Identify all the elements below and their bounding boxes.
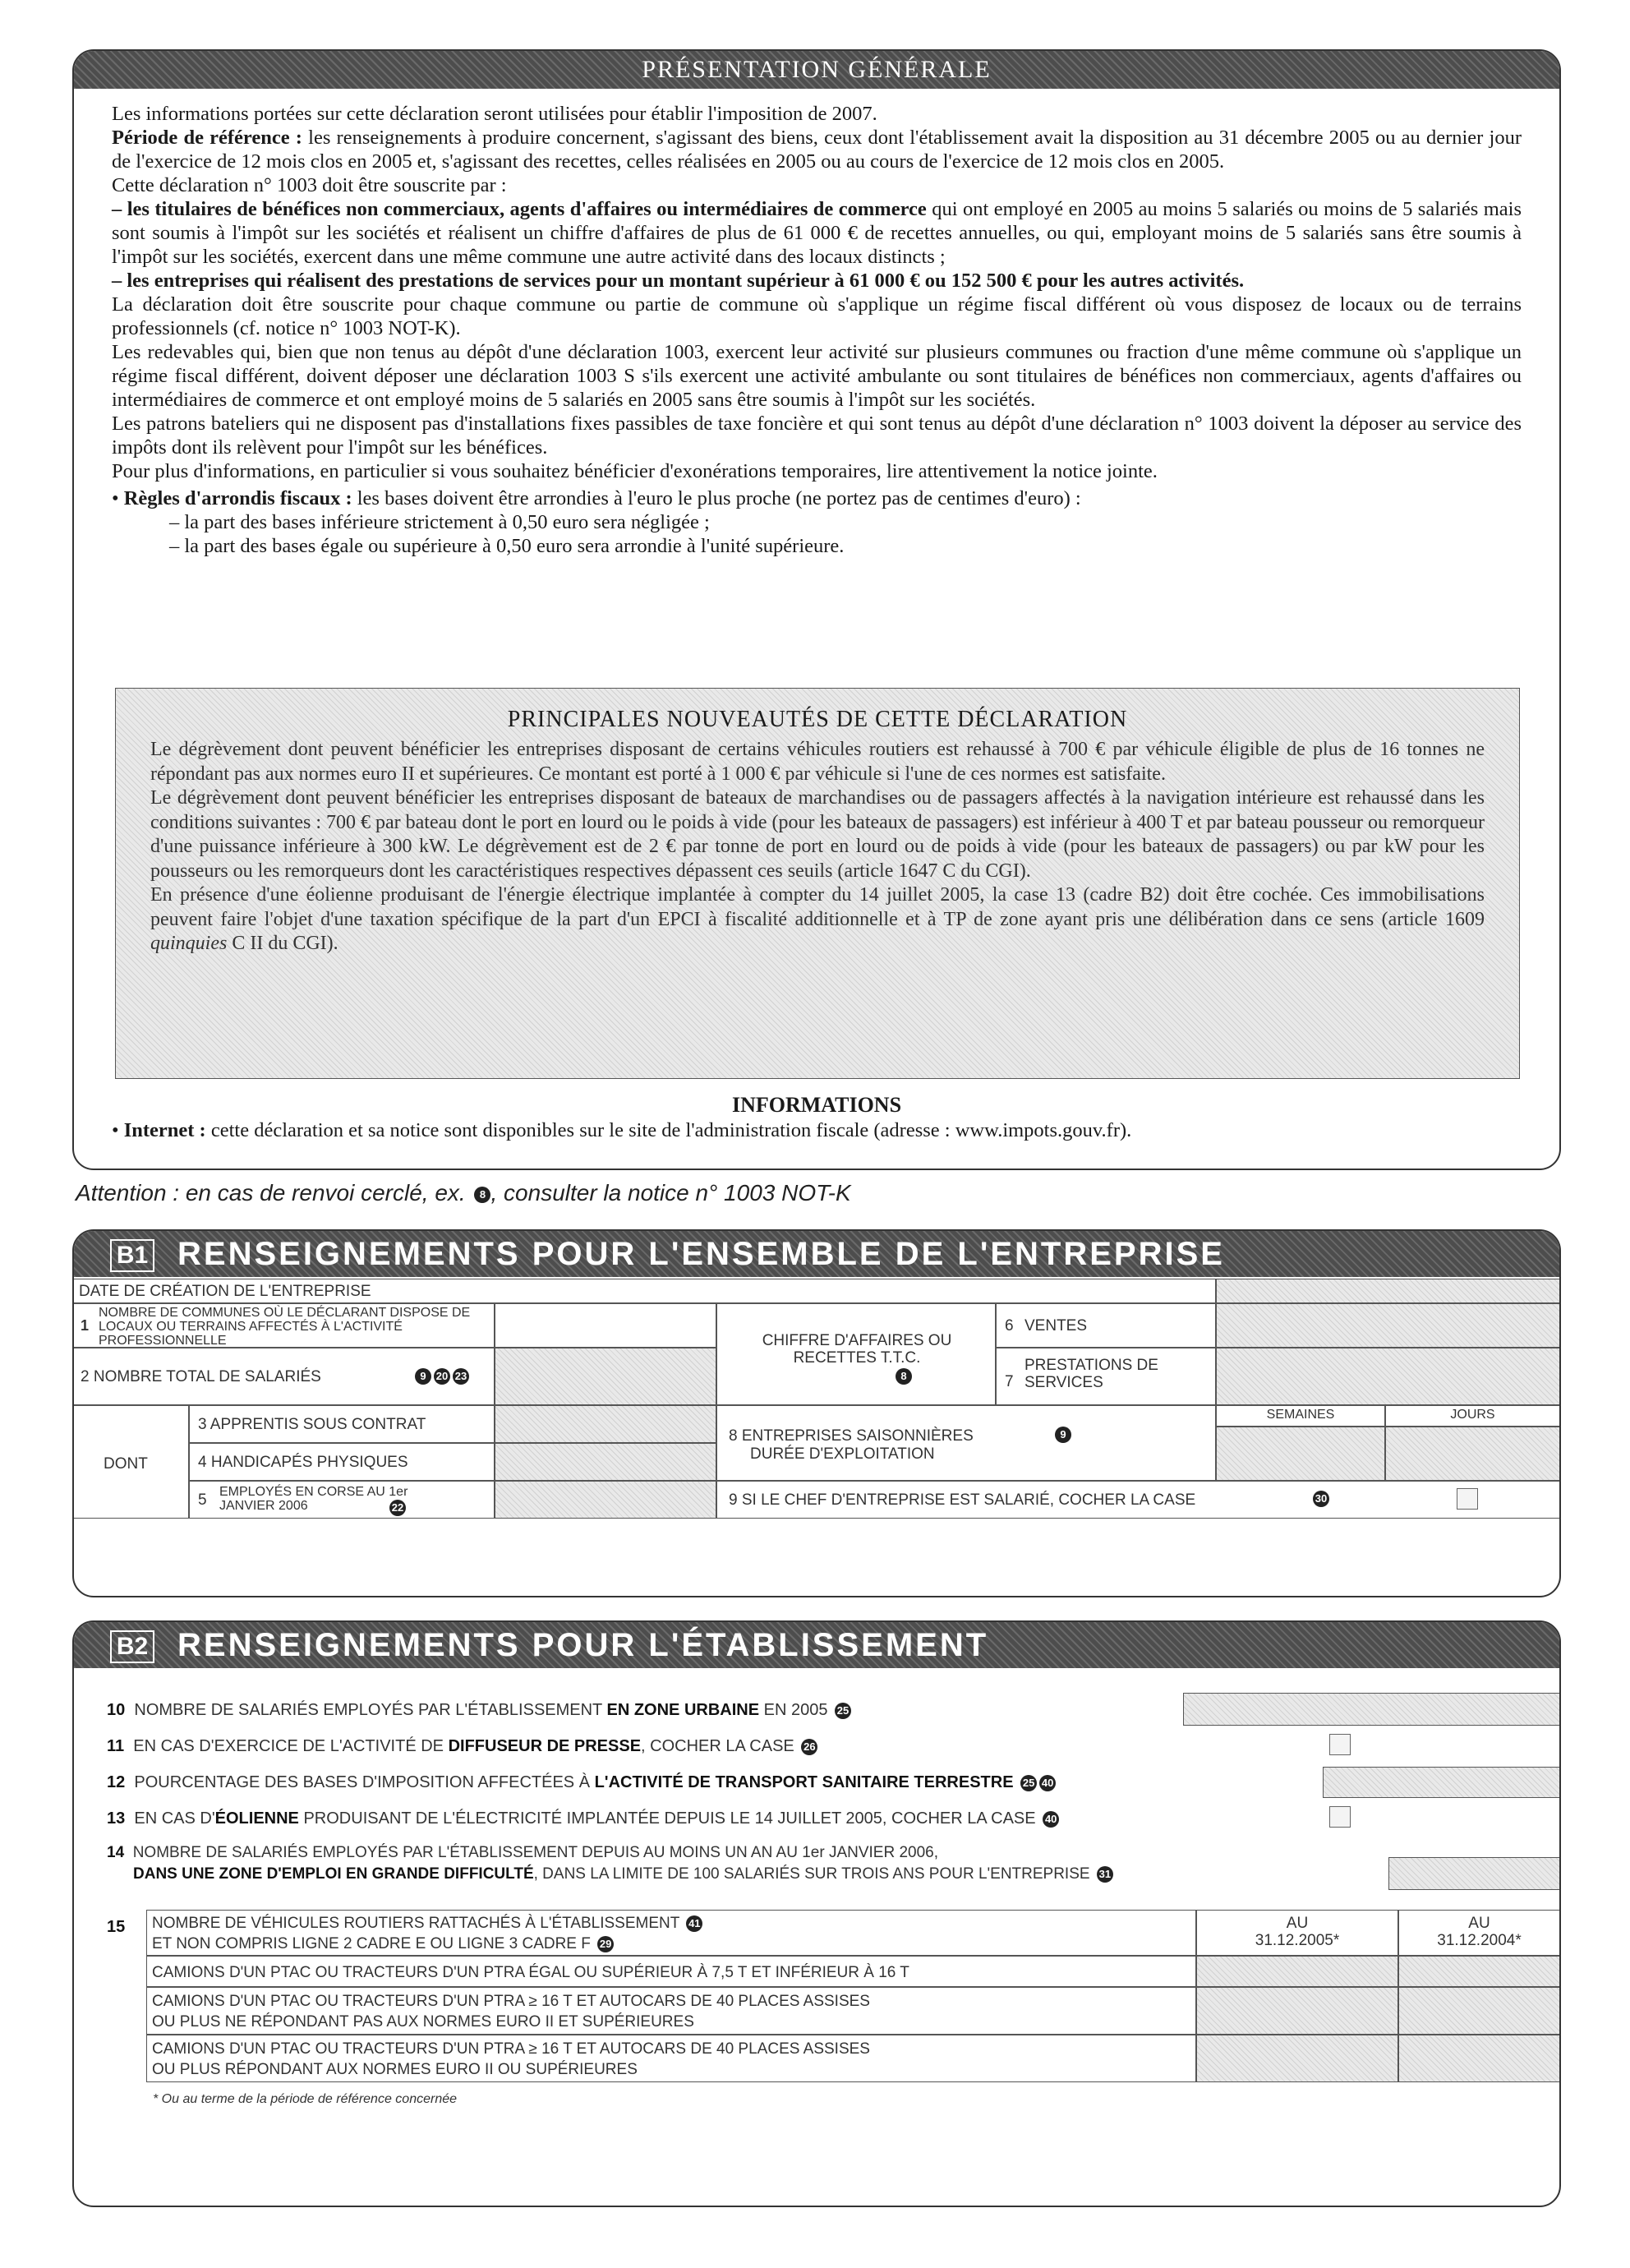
- row14-text-c: , DANS LA LIMITE DE 100 SALARIÉS SUR TROIS ANS POUR L'ENTREPRISE: [533, 1865, 1090, 1883]
- semaines-field[interactable]: [1216, 1427, 1385, 1481]
- camions-3-cell: [146, 2035, 1196, 2082]
- row14-number: 14: [107, 1844, 125, 1861]
- col-2005-au: AU: [1286, 1915, 1309, 1932]
- circled-number-icon: 8: [474, 1187, 490, 1203]
- souscrite-text: Cette déclaration n° 1003 doit être souscrite par :: [112, 174, 507, 196]
- circled-number-icon: 26: [801, 1739, 817, 1755]
- row5-number: 5: [198, 1491, 207, 1509]
- camions-2-2005-field[interactable]: [1196, 1987, 1398, 2035]
- circled-number-icon: 9: [1055, 1427, 1071, 1443]
- chiffre-affaires-label: CHIFFRE D'AFFAIRES OU RECETTES T.T.C.: [762, 1332, 952, 1367]
- row14-field[interactable]: [1388, 1857, 1559, 1890]
- section-b1: [72, 1229, 1561, 1597]
- row5-label: EMPLOYÉS EN CORSE AU 1er JANVIER 2006: [219, 1485, 408, 1513]
- col-2004-au: AU: [1468, 1915, 1490, 1932]
- row14-text-1: NOMBRE DE SALARIÉS EMPLOYÉS PAR L'ÉTABLISSEMENT DEPUIS AU MOINS UN AN AU 1er JANVIER 2006,: [132, 1844, 939, 1861]
- row15-number: 15: [107, 1918, 126, 1936]
- row10-number: 10: [107, 1701, 126, 1719]
- semaines-header: [1216, 1405, 1385, 1427]
- circled-number-icon: 41: [686, 1915, 702, 1932]
- row15-label-cell: [146, 1910, 1196, 1956]
- camions-1-2005-field[interactable]: [1196, 1956, 1398, 1987]
- row14-line2: [133, 1865, 1113, 1883]
- entreprises-bold: – les entreprises qui réalisent des prestations de services pour un montant supérieur à 61 000 € ou 152 500 € pour les autres activités.: [112, 270, 1245, 292]
- semaines-label: SEMAINES: [1266, 1408, 1335, 1422]
- row10-text-a: NOMBRE DE SALARIÉS EMPLOYÉS PAR L'ÉTABLISSEMENT: [134, 1701, 607, 1719]
- informations-title: INFORMATIONS: [731, 1093, 902, 1117]
- row11-text-b: DIFFUSEUR DE PRESSE: [448, 1737, 642, 1755]
- row10-line: [107, 1701, 851, 1720]
- ventes-label: VENTES: [1025, 1317, 1088, 1335]
- circled-number-icon: 22: [389, 1500, 406, 1516]
- row15-line1: [152, 1915, 702, 1932]
- row11-number: 11: [107, 1737, 125, 1755]
- camions-2-2004-field[interactable]: [1398, 1987, 1559, 2035]
- nouveautes-3c: C II du CGI).: [227, 933, 338, 954]
- camions-1-label: CAMIONS D'UN PTAC OU TRACTEURS D'UN PTRA ÉGAL OU SUPÉRIEUR À 7,5 T ET INFÉRIEUR À 16 T: [152, 1964, 909, 1981]
- redevables-paragraph: Les redevables qui, bien que non tenus au dépôt d'une déclaration 1003, exercent leur activité sur plusieurs communes ou fraction d'une même commune où s'applique un régime fiscal différent, doivent déposer une déclaration 1003 S s'ils exercent une activité ambulante ou sont titulaires de bénéfices non commerciaux, agents d'affaires ou intermédiaires de commerce et ont employé moins de 5 salariés en 2005 sans être soumis à l'impôt sur les sociétés.: [112, 341, 1522, 411]
- row1-label: NOMBRE DE COMMUNES OÙ LE DÉCLARANT DISPOSE DE LOCAUX OU TERRAINS AFFECTÉS À L'ACTIVITÉ PROFESSIONNELLE: [99, 1306, 471, 1348]
- camions-3-2005-field[interactable]: [1196, 2035, 1398, 2082]
- row2-label-cell: [74, 1348, 495, 1405]
- b2-header: [74, 1622, 1559, 1668]
- bullet-icon: •: [112, 1119, 124, 1141]
- titulaires-text: qui ont employé en 2005 au moins 5 salariés ou moins de 5 salariés mais sont soumis à l'impôt sur les sociétés et réalisent un chiffre d'affaires de plus de 61 000 € de recettes annuelles, ou qui, employant moins de 5 salariés sans être soumis à l'impôt sur les sociétés, exercent dans une même commune une autre activité dans des locaux distincts ;: [112, 198, 1522, 268]
- intro-text: Les informations portées sur cette déclaration seront utilisées pour établir l'imposition de 2007.: [112, 103, 877, 125]
- row11-text-a: EN CAS D'EXERCICE DE L'ACTIVITÉ DE: [133, 1737, 449, 1755]
- b1-title: RENSEIGNEMENTS POUR L'ENSEMBLE DE L'ENTREPRISE: [177, 1236, 1225, 1272]
- camions-1-2004-field[interactable]: [1398, 1956, 1559, 1987]
- circled-number-icon: 8: [896, 1368, 912, 1385]
- nouveautes-3: [150, 883, 1485, 957]
- jours-label: JOURS: [1450, 1408, 1495, 1422]
- b2-tag: B2: [110, 1630, 154, 1663]
- ventes-number: 6: [1005, 1317, 1014, 1335]
- regle-1: – la part des bases inférieure strictement à 0,50 euro sera négligée ;: [169, 511, 710, 533]
- row2-field[interactable]: [495, 1348, 716, 1405]
- regle-2: – la part des bases égale ou supérieure à 0,50 euro sera arrondie à l'unité supérieure.: [169, 535, 845, 557]
- section-b2: [72, 1620, 1561, 2207]
- regles-bold: Règles d'arrondis fiscaux :: [123, 487, 352, 509]
- attention-text-2: , consulter la notice n° 1003 NOT-K: [490, 1180, 851, 1205]
- row15-text-2: ET NON COMPRIS LIGNE 2 CADRE E OU LIGNE 3 CADRE F: [152, 1935, 591, 1952]
- row9-cell: [716, 1481, 1559, 1519]
- camions-3-label-b: OU PLUS RÉPONDANT AUX NORMES EURO II OU SUPÉRIEURES: [152, 2061, 638, 2078]
- nouveautes-3b: quinquies: [150, 933, 228, 954]
- row11-line: [107, 1737, 817, 1756]
- camions-2-label-a: CAMIONS D'UN PTAC OU TRACTEURS D'UN PTRA ≥ 16 T ET AUTOCARS DE 40 PLACES ASSISES: [152, 1993, 870, 2010]
- row13-text-b: ÉOLIENNE: [214, 1809, 299, 1828]
- col-2004-header: [1398, 1910, 1559, 1956]
- periode-text: les renseignements à produire concernent, s'agissant des biens, ceux dont l'établissement avait la disposition au 31 décembre 2005 ou au dernier jour de l'exercice de 12 mois clos en 2005 et, s'agissant des recettes, celles réalisées en 2005 ou au cours de l'exercice de 12 mois clos en 2005.: [112, 127, 1522, 173]
- presentation-title: PRÉSENTATION GÉNÉRALE: [642, 56, 992, 83]
- prestations-field[interactable]: [1216, 1348, 1559, 1405]
- row10-field[interactable]: [1183, 1693, 1559, 1726]
- bullet-icon: •: [112, 487, 124, 509]
- bateliers-paragraph: Les patrons bateliers qui ne disposent pas d'installations fixes passibles de taxe foncière et qui sont tenus au dépôt d'une déclaration n° 1003 doivent la déposer au service des impôts dont ils relèvent pour l'impôt sur les bénéfices.: [112, 413, 1522, 459]
- row10-text-b: EN ZONE URBAINE: [606, 1701, 760, 1719]
- row13-text-a: EN CAS D': [134, 1809, 215, 1828]
- col-2004-date: 31.12.2004*: [1437, 1932, 1522, 1949]
- row10-text-c: EN 2005: [759, 1701, 828, 1719]
- circled-number-icon: 9: [415, 1368, 431, 1385]
- commune-paragraph: La déclaration doit être souscrite pour chaque commune ou partie de commune où s'applique un régime fiscal différent où vous disposez de locaux ou de terrains professionnels (cf. notice n° 1003 NOT-K).: [112, 293, 1522, 339]
- col-2005-date: 31.12.2005*: [1255, 1932, 1340, 1949]
- nouveautes-box: [115, 688, 1520, 1079]
- prestations-label: PRESTATIONS DE SERVICES: [1025, 1357, 1158, 1391]
- row9-label: 9 SI LE CHEF D'ENTREPRISE EST SALARIÉ, COCHER LA CASE: [729, 1491, 1196, 1509]
- row11-checkbox[interactable]: [1329, 1734, 1351, 1755]
- row12-text-b: L'ACTIVITÉ DE TRANSPORT SANITAIRE TERRESTRE: [594, 1773, 1014, 1791]
- nouveautes-title: PRINCIPALES NOUVEAUTÉS DE CETTE DÉCLARATION: [507, 707, 1128, 732]
- row12-field[interactable]: [1323, 1767, 1559, 1798]
- row8-label-cell: [716, 1405, 1216, 1481]
- b2-title: RENSEIGNEMENTS POUR L'ÉTABLISSEMENT: [177, 1627, 989, 1663]
- circled-number-icon: 23: [453, 1368, 469, 1385]
- prestations-number: 7: [1005, 1373, 1014, 1390]
- row3-label: 3 APPRENTIS SOUS CONTRAT: [198, 1416, 426, 1433]
- camions-2-label-b: OU PLUS NE RÉPONDANT PAS AUX NORMES EURO II ET SUPÉRIEURES: [152, 2013, 694, 2031]
- circled-number-icon: 40: [1043, 1811, 1059, 1828]
- row12-number: 12: [107, 1773, 126, 1791]
- ventes-field[interactable]: [1216, 1303, 1559, 1348]
- jours-header: [1385, 1405, 1559, 1427]
- row12-text-a: POURCENTAGE DES BASES D'IMPOSITION AFFECTÉES À: [134, 1773, 595, 1791]
- periode-paragraph: [112, 126, 1522, 173]
- row13-number: 13: [107, 1809, 126, 1828]
- camions-1-cell: [146, 1956, 1196, 1987]
- nouveautes-2: Le dégrèvement dont peuvent bénéficier les entreprises disposant de bateaux de marchandises ou de passagers affectés à la navigation intérieure est rehaussé dans les conditions suivantes : 700 € par bateau dont le port en lourd ou le poids à vide (pour les bateaux de passagers) est inférieur à 400 T et par bateau pousseur ou remorqueur d'une puissance inférieure à 300 kW. Le dégrèvement est de 2 € par tonne de port en lourd ou de poids à vide (pour les bateaux de passagers) ou par kW pour les pousseurs ou les remorqueurs dont les caractéristiques respectives dépassent ces seuils (article 1647 C du CGI).: [150, 787, 1485, 882]
- presentation-body: [112, 102, 1522, 558]
- titulaires-bold: – les titulaires de bénéfices non commerciaux, agents d'affaires ou intermédiaires de commerce: [112, 198, 927, 220]
- row9-checkbox[interactable]: [1457, 1488, 1478, 1510]
- circled-number-icon: 30: [1313, 1491, 1329, 1507]
- row11-text-c: , COCHER LA CASE: [641, 1737, 794, 1755]
- row8-label: 8 ENTREPRISES SAISONNIÈRES: [729, 1427, 974, 1445]
- nouveautes-body: [150, 738, 1485, 957]
- circled-number-icon: 25: [1020, 1775, 1037, 1791]
- regles-paragraph: [112, 486, 1522, 510]
- entreprises-paragraph: [112, 269, 1522, 293]
- dont-label: DONT: [104, 1455, 148, 1473]
- row4-field[interactable]: [495, 1443, 716, 1481]
- row4-label: 4 HANDICAPÉS PHYSIQUES: [198, 1454, 408, 1471]
- internet-text: cette déclaration et sa notice sont disponibles sur le site de l'administration fiscale (adresse : www.impots.gouv.fr).: [205, 1119, 1132, 1141]
- camions-2-cell: [146, 1987, 1196, 2035]
- circled-number-icon: 31: [1097, 1866, 1113, 1883]
- exonerations-paragraph: Pour plus d'informations, en particulier si vous souhaitez bénéficier d'exonérations temporaires, lire attentivement la notice jointe.: [112, 460, 1158, 482]
- row3-field[interactable]: [495, 1405, 716, 1443]
- row14-line1: [107, 1844, 938, 1862]
- row8-sublabel: DURÉE D'EXPLOITATION: [750, 1445, 935, 1463]
- chiffre-affaires-cell: [716, 1303, 996, 1405]
- presentation-panel: [72, 49, 1561, 1170]
- row5-label-cell: [189, 1481, 495, 1519]
- dont-cell: [74, 1405, 189, 1519]
- row2-label: 2 NOMBRE TOTAL DE SALARIÉS: [81, 1368, 321, 1385]
- row13-text-c: PRODUISANT DE L'ÉLECTRICITÉ IMPLANTÉE DEPUIS LE 14 JUILLET 2005, COCHER LA CASE: [298, 1809, 1036, 1828]
- date-creation-label-cell: [74, 1279, 1216, 1303]
- attention-line: [76, 1180, 851, 1206]
- jours-field[interactable]: [1385, 1427, 1559, 1481]
- circled-number-icon: 40: [1039, 1775, 1056, 1791]
- periode-label: Période de référence :: [112, 127, 302, 149]
- titulaires-paragraph: [112, 197, 1522, 269]
- internet-line: [112, 1119, 1131, 1142]
- row12-line: [107, 1773, 1056, 1792]
- circled-number-icon: 20: [434, 1368, 450, 1385]
- camions-3-2004-field[interactable]: [1398, 2035, 1559, 2082]
- date-creation-label: DATE DE CRÉATION DE L'ENTREPRISE: [79, 1283, 371, 1300]
- attention-text-1: Attention : en cas de renvoi cerclé, ex.: [76, 1180, 472, 1205]
- internet-bold: Internet :: [123, 1119, 206, 1141]
- prestations-label-cell: [996, 1348, 1216, 1405]
- row4-label-cell: [189, 1443, 495, 1481]
- circled-number-icon: 29: [597, 1936, 614, 1952]
- row1-label-cell: [74, 1303, 495, 1348]
- presentation-header: [74, 51, 1559, 89]
- b1-tag: B1: [110, 1239, 154, 1272]
- b1-header: [74, 1231, 1559, 1277]
- row1-number: 1: [81, 1317, 90, 1334]
- footnote: * Ou au terme de la période de référence concernée: [153, 2092, 458, 2106]
- regles-text: les bases doivent être arrondies à l'euro le plus proche (ne portez pas de centimes d'euro) :: [352, 487, 1081, 509]
- camions-3-label-a: CAMIONS D'UN PTAC OU TRACTEURS D'UN PTRA ≥ 16 T ET AUTOCARS DE 40 PLACES ASSISES: [152, 2040, 870, 2058]
- date-creation-field[interactable]: [1216, 1279, 1559, 1303]
- nouveautes-1: Le dégrèvement dont peuvent bénéficier les entreprises disposant de certains véhicules routiers est rehaussé à 700 € par véhicule éligible de plus de 16 tonnes ne répondant pas aux normes euro II et supérieures. Ce montant est porté à 1 000 € par véhicule si l'une de ces normes est satisfaite.: [150, 739, 1485, 785]
- row3-label-cell: [189, 1405, 495, 1443]
- row2-badges: [412, 1367, 469, 1385]
- nouveautes-3a: En présence d'une éolienne produisant de l'énergie électrique implantée à compter du 14 juillet 2005, la case 13 (cadre B2) doit être cochée. Ces immobilisations peuvent faire l'objet d'une taxation spécifique de la part d'un EPCI à fiscalité additionnelle et à TP de zone ayant pris une délibération dans ce sens (article 1609: [150, 884, 1485, 930]
- row13-checkbox[interactable]: [1329, 1806, 1351, 1828]
- col-2005-header: [1196, 1910, 1398, 1956]
- row5-field[interactable]: [495, 1481, 716, 1519]
- row15-text-1: NOMBRE DE VÉHICULES ROUTIERS RATTACHÉS À L'ÉTABLISSEMENT: [152, 1915, 680, 1932]
- row13-line: [107, 1809, 1059, 1828]
- row14-text-b: DANS UNE ZONE D'EMPLOI EN GRANDE DIFFICULTÉ: [133, 1865, 534, 1883]
- row15-line2: [152, 1935, 614, 1952]
- row1-field[interactable]: [495, 1303, 716, 1348]
- ventes-label-cell: [996, 1303, 1216, 1348]
- row15-number-wrap: [107, 1918, 125, 1937]
- circled-number-icon: 25: [835, 1703, 851, 1719]
